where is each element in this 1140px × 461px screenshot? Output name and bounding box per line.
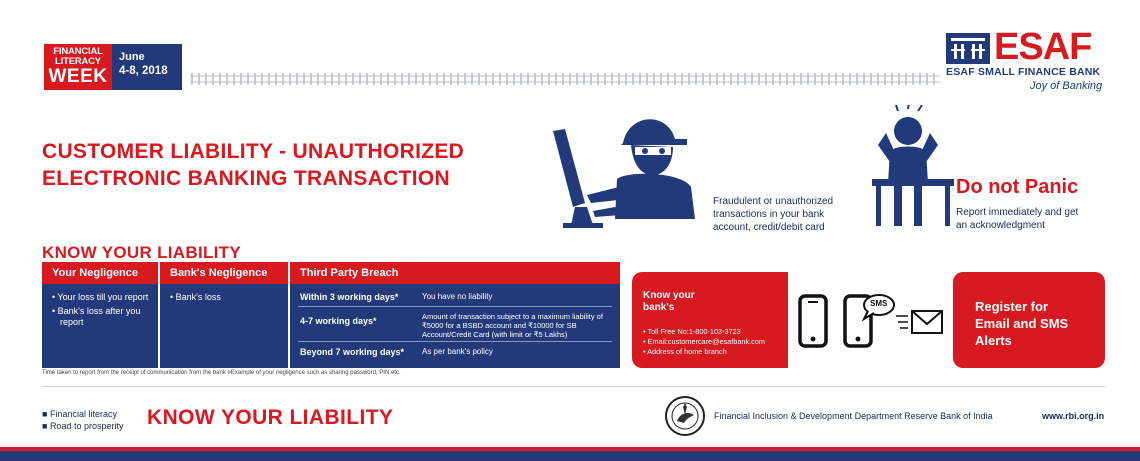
know-your-bank-panel <box>632 272 788 368</box>
period-cell: 4-7 working days* <box>300 316 377 326</box>
hacker-at-computer-icon <box>545 103 705 233</box>
rail-divider <box>190 73 940 85</box>
financial-literacy-week-badge <box>44 44 112 90</box>
col-third-party: Third Party Breach <box>290 262 620 284</box>
do-not-panic-text: Report immediately and get an acknowledgment <box>956 207 1079 231</box>
email-envelope-icon <box>896 308 944 336</box>
liability-cell: You have no liability <box>422 292 493 301</box>
date-month: June <box>119 51 145 63</box>
footer-slogan-list <box>42 408 123 432</box>
register-line2: Email and SMS <box>975 316 1069 331</box>
register-line1: Register for <box>975 299 1048 314</box>
your-negligence-body <box>42 284 158 368</box>
main-title-line1: CUSTOMER LIABILITY - UNAUTHORIZED <box>42 140 465 163</box>
liability-heading: KNOW YOUR LIABILITY <box>42 243 241 262</box>
list-item: • Toll Free No:1-800-103-3723 <box>643 327 741 336</box>
period-cell: Beyond 7 working days* <box>300 347 405 357</box>
sms-bubble-icon <box>860 293 896 321</box>
list-item: • Bank's loss after you report <box>52 306 141 327</box>
badge-line1: FINANCIAL <box>53 46 103 57</box>
list-item: • Email:customercare@esafbank.com <box>643 337 765 346</box>
badge-line2: LITERACY <box>55 56 101 67</box>
stressed-person-icon <box>868 105 958 230</box>
main-title <box>42 138 464 192</box>
list-item: ■ Road to prosperity <box>42 421 124 431</box>
row-divider <box>298 306 612 307</box>
col-bank-negligence: Bank's Negligence <box>160 262 288 284</box>
register-line3: Alerts <box>975 333 1012 348</box>
liability-cell: Amount of transaction subject to a maximum liability of ₹5000 for a BSBD account and ₹10000 for SB Account/Credit Card (with limit or ₹5 Lakhs) <box>422 312 603 339</box>
list-item: ■ Financial literacy <box>42 409 117 419</box>
footer-divider <box>42 386 1105 387</box>
list-item: • Address of home branch <box>643 347 727 356</box>
table-footnote: Time taken to report from the receipt of communication from the bank #Example of your negligence such as sharing password, PIN etc. <box>42 370 401 376</box>
register-alerts-panel <box>953 272 1105 368</box>
list-item: • Your loss till you report <box>52 292 149 302</box>
bottom-blue-stripe <box>0 451 1140 461</box>
brand-name: ESAF <box>994 26 1092 68</box>
col-your-negligence: Your Negligence <box>42 262 158 284</box>
third-party-body <box>290 284 620 368</box>
liability-table <box>42 262 620 368</box>
footer-heading: KNOW YOUR LIABILITY <box>147 406 394 429</box>
do-not-panic-title: Do not Panic <box>956 176 1079 198</box>
brand-full-name: ESAF SMALL FINANCE BANK <box>946 66 1101 78</box>
rbi-seal-icon <box>664 395 706 437</box>
esaf-logo-icon <box>946 33 990 64</box>
brand-tagline: Joy of Banking <box>1030 80 1103 92</box>
liability-cell: As per bank's policy <box>422 347 493 356</box>
phone-icon <box>798 294 828 348</box>
rbi-department-text: Financial Inclusion & Development Department Reserve Bank of India <box>714 411 993 421</box>
main-title-line2: ELECTRONIC BANKING TRANSACTION <box>42 167 450 190</box>
know-your-bank-title: Know your bank's <box>643 290 695 313</box>
badge-line3: WEEK <box>48 66 108 87</box>
sms-label: SMS <box>870 299 888 308</box>
period-cell: Within 3 working days* <box>300 292 399 302</box>
row-divider <box>298 341 612 342</box>
list-item: • Bank's loss <box>170 292 221 302</box>
date-range: 4-8, 2018 <box>119 65 168 77</box>
fraud-description: Fraudulent or unauthorized transactions in your bank account, credit/debit card <box>713 196 834 233</box>
event-date-badge <box>112 44 182 90</box>
rbi-website-link[interactable]: www.rbi.org.in <box>1042 411 1105 421</box>
bank-negligence-body <box>160 284 288 368</box>
